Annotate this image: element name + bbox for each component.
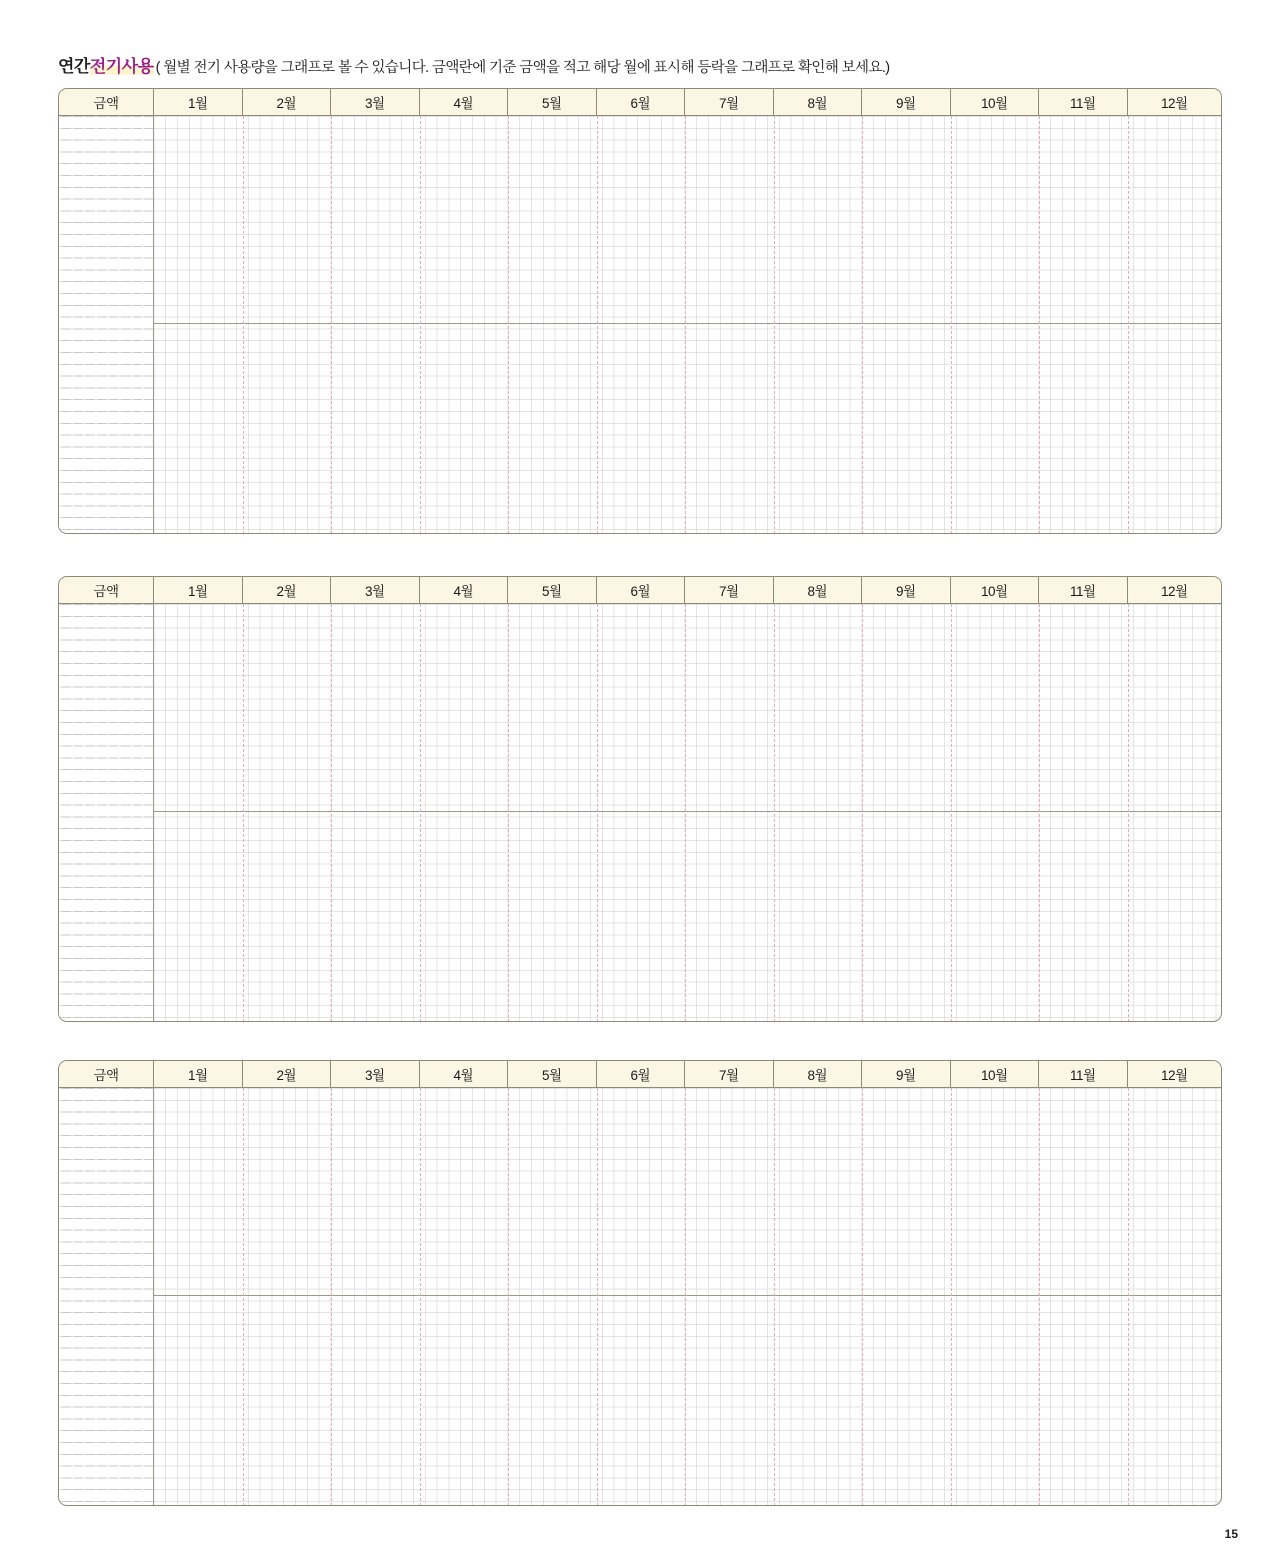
title-description-text: ( 월별 전기 사용량을 그래프로 볼 수 있습니다. 금액란에 기준 금액을 적고 해당 월에 표시해 등락을 그래프로 확인해 보세요.) — [155, 60, 890, 76]
month-divider-2 — [331, 604, 332, 1022]
month-divider-10 — [1039, 1088, 1040, 1506]
month-divider-4 — [508, 604, 509, 1022]
column-header-may: 5월 — [508, 89, 597, 115]
month-divider-8 — [862, 604, 863, 1022]
month-divider-8 — [862, 116, 863, 534]
column-header-mar: 3월 — [331, 577, 420, 603]
month-divider-9 — [951, 1088, 952, 1506]
month-divider-6 — [685, 116, 686, 534]
title-accent-text: 전기사용 — [89, 57, 154, 76]
table-header-row — [59, 1061, 1221, 1088]
column-header-jun: 6월 — [597, 1061, 686, 1087]
column-header-feb: 2월 — [243, 577, 332, 603]
column-header-oct: 10월 — [951, 577, 1040, 603]
graph-grid-area[interactable] — [59, 1088, 1221, 1506]
month-divider-11 — [1128, 604, 1129, 1022]
graph-block-2 — [58, 576, 1222, 1022]
mid-rule — [154, 1295, 1221, 1296]
column-header-dec: 12월 — [1160, 584, 1188, 599]
column-header-amount: 금액 — [59, 577, 154, 603]
month-divider-7 — [774, 604, 775, 1022]
amount-entry-column[interactable] — [59, 1088, 154, 1506]
graph-block-3 — [58, 1060, 1222, 1506]
column-header-sep: 9월 — [862, 577, 951, 603]
column-header-may: 5월 — [508, 1061, 597, 1087]
column-header-aug: 8월 — [774, 577, 863, 603]
graph-grid-area[interactable] — [59, 604, 1221, 1022]
column-header-oct: 10월 — [951, 89, 1040, 115]
column-header-dec: 12월 — [1160, 1068, 1188, 1083]
column-header-nov: 11월 — [1039, 577, 1128, 603]
month-divider-6 — [685, 604, 686, 1022]
column-header-feb: 2월 — [243, 89, 332, 115]
column-header-mar: 3월 — [331, 89, 420, 115]
month-divider-3 — [420, 604, 421, 1022]
column-header-sep: 9월 — [862, 89, 951, 115]
month-divider-7 — [774, 1088, 775, 1506]
column-header-jul: 7월 — [685, 1061, 774, 1087]
month-divider-1 — [243, 1088, 244, 1506]
month-divider-11 — [1128, 1088, 1129, 1506]
month-divider-1 — [243, 116, 244, 534]
title-main-text: 연간 — [58, 57, 90, 76]
month-divider-5 — [597, 604, 598, 1022]
column-header-jan: 1월 — [154, 577, 243, 603]
graph-block-1 — [58, 88, 1222, 534]
column-header-jan: 1월 — [154, 1061, 243, 1087]
month-divider-8 — [862, 1088, 863, 1506]
month-divider-9 — [951, 604, 952, 1022]
month-divider-5 — [597, 116, 598, 534]
month-divider-6 — [685, 1088, 686, 1506]
column-header-apr: 4월 — [420, 577, 509, 603]
table-header-row — [59, 577, 1221, 604]
column-header-jun: 6월 — [597, 577, 686, 603]
month-divider-10 — [1039, 116, 1040, 534]
column-header-nov: 11월 — [1039, 89, 1128, 115]
column-header-jul: 7월 — [685, 577, 774, 603]
column-header-aug: 8월 — [774, 89, 863, 115]
column-header-apr: 4월 — [420, 89, 509, 115]
column-header-apr: 4월 — [420, 1061, 509, 1087]
column-header-sep: 9월 — [862, 1061, 951, 1087]
month-divider-7 — [774, 116, 775, 534]
column-header-aug: 8월 — [774, 1061, 863, 1087]
month-divider-5 — [597, 1088, 598, 1506]
column-header-may: 5월 — [508, 577, 597, 603]
month-divider-2 — [331, 116, 332, 534]
mid-rule — [154, 323, 1221, 324]
column-header-dec: 12월 — [1160, 96, 1188, 111]
column-header-amount: 금액 — [59, 89, 154, 115]
column-header-oct: 10월 — [951, 1061, 1040, 1087]
month-divider-11 — [1128, 116, 1129, 534]
page-title — [58, 52, 1238, 78]
month-divider-4 — [508, 1088, 509, 1506]
column-header-nov: 11월 — [1039, 1061, 1128, 1087]
month-divider-3 — [420, 116, 421, 534]
column-header-amount: 금액 — [59, 1061, 154, 1087]
amount-entry-column[interactable] — [59, 116, 154, 534]
table-header-row — [59, 89, 1221, 116]
column-header-jun: 6월 — [597, 89, 686, 115]
month-divider-1 — [243, 604, 244, 1022]
month-divider-4 — [508, 116, 509, 534]
page-number: 15 — [1224, 1527, 1238, 1541]
column-header-mar: 3월 — [331, 1061, 420, 1087]
column-header-jan: 1월 — [154, 89, 243, 115]
month-divider-10 — [1039, 604, 1040, 1022]
graph-grid-area[interactable] — [59, 116, 1221, 534]
column-header-feb: 2월 — [243, 1061, 332, 1087]
amount-entry-column[interactable] — [59, 604, 154, 1022]
month-divider-3 — [420, 1088, 421, 1506]
column-header-jul: 7월 — [685, 89, 774, 115]
month-divider-9 — [951, 116, 952, 534]
mid-rule — [154, 811, 1221, 812]
month-divider-2 — [331, 1088, 332, 1506]
